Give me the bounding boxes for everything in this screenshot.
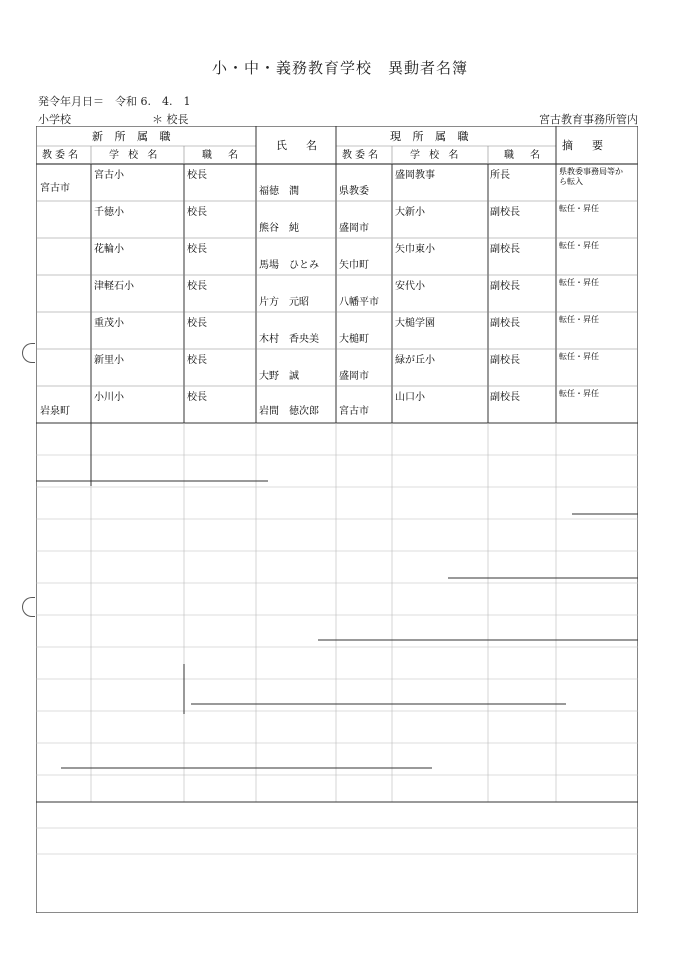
new-title-cell: 校長	[187, 281, 207, 292]
punch-hole-top	[22, 343, 35, 363]
table-body	[40, 166, 623, 417]
remarks-cell: 転任・昇任	[559, 315, 599, 324]
table-row	[94, 203, 599, 234]
current-school-cell: 大新小	[395, 207, 425, 218]
position-note: ＊ 校長	[152, 113, 189, 126]
name-cell: 熊谷 純	[259, 223, 299, 234]
current-title-cell: 副校長	[490, 318, 520, 329]
name-cell: 馬場 ひとみ	[259, 260, 319, 271]
name-cell: 大野 誠	[259, 371, 299, 382]
name-cell: 岩間 徳次郎	[259, 406, 319, 417]
table-row	[94, 314, 599, 345]
table-row	[94, 351, 599, 382]
new-school-cell: 重茂小	[94, 318, 124, 329]
current-school-cell: 緑が丘小	[395, 355, 435, 366]
current-board-cell: 県教委	[339, 186, 369, 197]
remarks-cell: 転任・昇任	[559, 352, 599, 361]
current-school-cell: 安代小	[395, 281, 425, 292]
new-school-cell: 千徳小	[94, 207, 124, 218]
school-type-label: 小学校	[38, 113, 71, 126]
header-current-school: 学 校 名	[410, 150, 462, 161]
current-school-cell: 山口小	[395, 392, 425, 403]
table-row	[94, 277, 599, 308]
header-new-school: 学 校 名	[109, 150, 161, 161]
office-label: 宮古教育事務所管内	[539, 113, 638, 126]
current-board-cell: 盛岡市	[339, 371, 369, 382]
current-title-cell: 副校長	[490, 355, 520, 366]
remarks-cell: 転任・昇任	[559, 278, 599, 287]
new-school-cell: 花輪小	[94, 244, 124, 255]
current-title-cell: 所長	[490, 170, 510, 181]
issue-date-line: 発令年月日＝ 令和 6. 4. 1	[38, 95, 191, 108]
table-row	[40, 166, 623, 197]
new-title-cell: 校長	[187, 318, 207, 329]
current-title-cell: 副校長	[490, 207, 520, 218]
header-name: 氏 名	[276, 139, 321, 152]
table-row	[40, 388, 599, 417]
header-current-board: 教委名	[342, 150, 381, 161]
current-board-cell: 盛岡市	[339, 223, 369, 234]
new-title-cell: 校長	[187, 170, 207, 181]
new-school-cell: 津軽石小	[94, 281, 134, 292]
table-header	[42, 130, 607, 161]
new-title-cell: 校長	[187, 244, 207, 255]
remarks-cell: 転任・昇任	[559, 389, 599, 398]
header-new-board: 教委名	[42, 150, 81, 161]
remarks-cell: 転任・昇任	[559, 204, 599, 213]
document-title: 小・中・義務教育学校 異動者名簿	[211, 59, 468, 77]
current-board-cell: 矢巾町	[339, 260, 369, 271]
current-school-cell: 大槌学園	[395, 318, 435, 329]
current-school-cell: 矢巾東小	[395, 244, 435, 255]
header-current-affiliation: 現 所 属 職	[390, 130, 473, 143]
new-school-cell: 新里小	[94, 355, 124, 366]
current-title-cell: 副校長	[490, 392, 520, 403]
header-remarks: 摘 要	[562, 139, 607, 152]
header-new-affiliation: 新 所 属 職	[92, 130, 175, 143]
remarks-cell: 県教委事務局等か	[559, 167, 623, 176]
new-board-cell: 岩泉町	[40, 406, 70, 417]
current-title-cell: 副校長	[490, 244, 520, 255]
new-title-cell: 校長	[187, 355, 207, 366]
header-new-title: 職 名	[202, 150, 241, 161]
transfer-ledger-table	[36, 126, 638, 913]
punch-hole-bottom	[22, 597, 35, 617]
table-row	[94, 240, 599, 271]
current-school-cell: 盛岡教事	[395, 170, 435, 181]
new-school-cell: 小川小	[94, 392, 124, 403]
current-title-cell: 副校長	[490, 281, 520, 292]
remarks-cell: 転任・昇任	[559, 241, 599, 250]
current-board-cell: 大槌町	[339, 334, 369, 345]
new-school-cell: 宮古小	[94, 170, 124, 181]
new-title-cell: 校長	[187, 392, 207, 403]
name-cell: 福徳 潤	[259, 186, 299, 197]
table-grid	[36, 126, 638, 913]
name-cell: 片方 元昭	[259, 297, 309, 308]
header-current-title: 職 名	[504, 150, 543, 161]
name-cell: 木村 香央美	[259, 334, 319, 345]
remarks-cell: ら転入	[559, 177, 583, 186]
new-board-cell: 宮古市	[40, 183, 70, 194]
current-board-cell: 八幡平市	[339, 297, 379, 308]
current-board-cell: 宮古市	[339, 406, 369, 417]
new-title-cell: 校長	[187, 207, 207, 218]
